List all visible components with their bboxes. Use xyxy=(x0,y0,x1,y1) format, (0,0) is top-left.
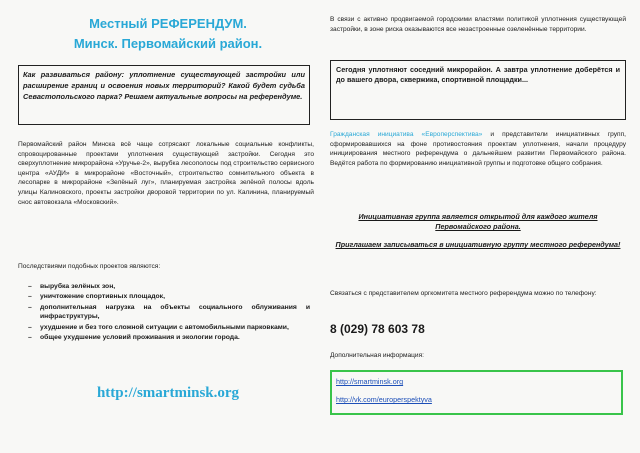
open-group-note: Инициативная группа является открытой для каждого жителя Первомайского района. xyxy=(358,212,598,232)
initiative-name: Гражданская инициатива «Европерспектива» xyxy=(330,131,483,138)
links-box xyxy=(330,370,623,415)
list-item: – ухудшение и без того сложной ситуации с автомобильными парковками, xyxy=(28,323,310,332)
initiative-text: и представители инициативных групп, сформировавшихся на фоне противостояния проектам уплотнения, начали процедуру инициирования местного референдума о дальнейшем развитии Первомайского района. Ведётся работа по формированию инициативной группы и подготовке общего собрания. xyxy=(330,131,626,167)
phone-number: 8 (029) 78 603 78 xyxy=(330,322,425,336)
more-info-label: Дополнительная информация: xyxy=(330,352,425,359)
link-vk[interactable]: http://vk.com/europerspektyva xyxy=(336,395,432,404)
link-smartminsk[interactable]: http://smartminsk.org xyxy=(336,377,404,386)
invitation-note: Приглашаем записываться в инициативную группу местного референдума! xyxy=(335,240,621,249)
consequences-list xyxy=(28,282,310,343)
title-line-2: Минск. Первомайский район. xyxy=(73,36,263,51)
consequences-heading: Последствиями подобных проектов являются: xyxy=(18,263,161,270)
risk-paragraph: В связи с активно продвигаемой городскими властями политикой уплотнения существующей застройки, в зоне риска оказываются все незастроенные озеленённые территории. xyxy=(330,16,626,33)
list-item: – дополнительная нагрузка на объекты социального облуживания и инфраструктуры, xyxy=(28,303,310,322)
intro-paragraph: Первомайский район Минска всё чаще сотрясают локальные социальные конфликты, спровоцированные проектами уплотнения существующей застройки. Сегодня это сверхуплотнение микрорайона «Уручье-2», вырубка лесополосы под строительство сервисного центра «АУДИ» в микрорайоне «Восточный», строительство сомнительного объекта в лесопарке в микрорайоне «Зелёный луг», планируемая застройка зелёной полосы вдоль улицы Калиновского, проекты застройки дворовой территории по ул. Калинина, планируемый снос автовокзала «Московский». xyxy=(18,141,314,206)
contact-text: Связаться с представителем оргкомитета местного референдума можно по телефону: xyxy=(330,290,597,297)
list-item: – общее ухудшение условий проживания и экологии города. xyxy=(28,333,310,342)
initiative-paragraph xyxy=(330,130,626,168)
website-url: http://smartminsk.org xyxy=(96,385,240,401)
list-item: – уничтожение спортивных площадок, xyxy=(28,292,310,301)
title-line-1: Местный РЕФЕРЕНДУМ. xyxy=(89,16,247,31)
list-item: – вырубка зелёных зон, xyxy=(28,282,310,291)
question-box: Как развиваться району: уплотнение существующей застройки или расширение границ и освоения новых территорий? Какой будет судьба Севастопольского парка? Решаем актуальные вопросы на референдуме. xyxy=(18,65,310,125)
warning-box: Сегодня уплотняют соседний микрорайон. А завтра уплотнение доберётся и до вашего двора, сквержика, спортивной площадки... xyxy=(330,60,626,120)
